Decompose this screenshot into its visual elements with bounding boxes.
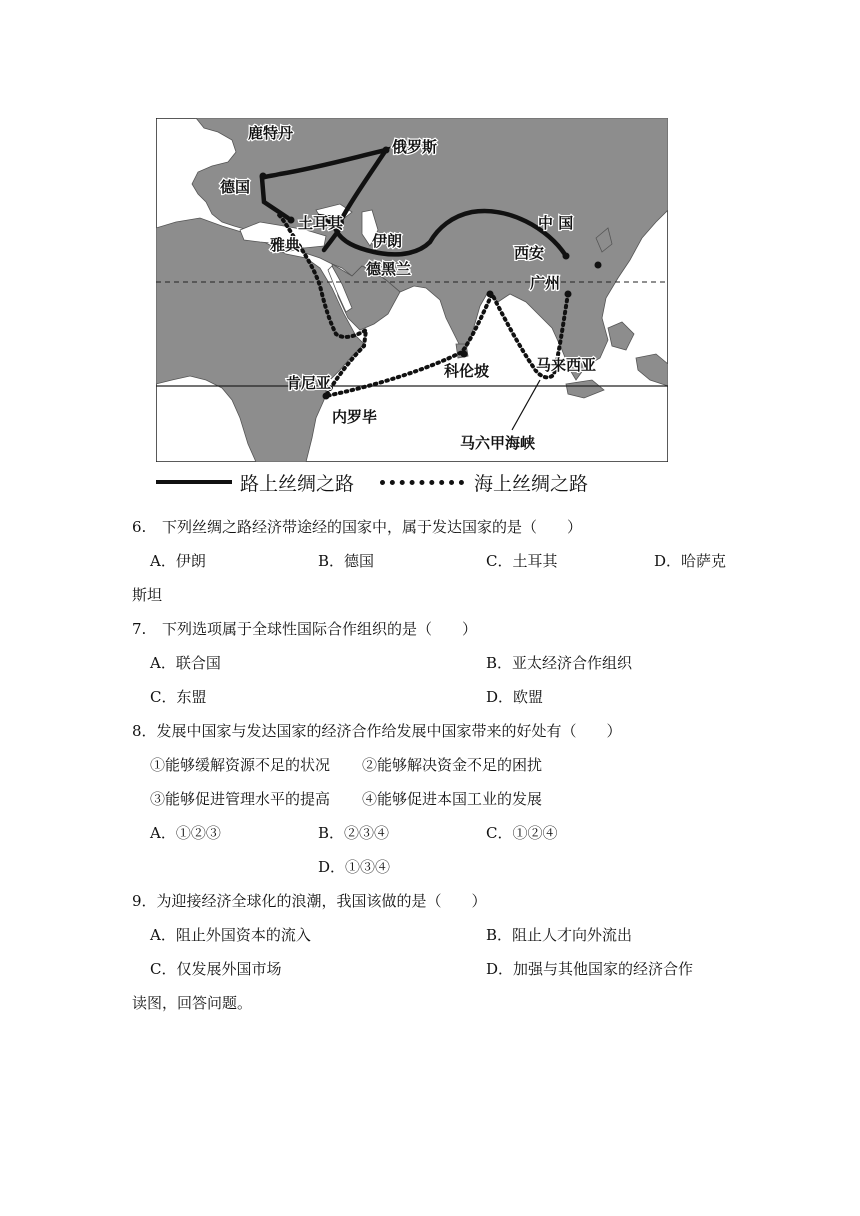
label-malaysia: 马来西亚 — [536, 356, 597, 374]
label-turkey: 土耳其 — [298, 214, 344, 232]
label-kenya: 肯尼亚 — [286, 374, 332, 392]
legend-sea-route: 海上丝绸之路 — [474, 472, 589, 495]
q7-option-d[interactable]: D．欧盟 — [486, 688, 544, 706]
q8-statement-4: ④能够促进本国工业的发展 — [362, 790, 543, 808]
q8-option-b[interactable]: B．②③④ — [318, 824, 390, 842]
q9-stem: 9．为迎接经济全球化的浪潮，我国该做的是（ ） — [132, 892, 487, 910]
q6-number: 6. — [132, 518, 147, 536]
q7-option-a[interactable]: A．联合国 — [150, 654, 221, 672]
q7-option-c[interactable]: C．东盟 — [150, 688, 207, 706]
q6-option-d-continued: 斯坦 — [132, 586, 163, 604]
q8-option-a[interactable]: A．①②③ — [150, 824, 221, 842]
q7-number: 7. — [132, 620, 147, 638]
q6-option-d[interactable]: D．哈萨克 — [654, 552, 727, 570]
label-guangzhou: 广州 — [530, 274, 561, 292]
q6-option-b[interactable]: B．德国 — [318, 552, 375, 570]
q8-statement-1: ①能够缓解资源不足的状况 — [150, 756, 331, 774]
label-colombo: 科伦坡 — [444, 362, 490, 380]
read-map-instruction: 读图，回答问题。 — [132, 994, 253, 1012]
q6-stem: 下列丝绸之路经济带途经的国家中，属于发达国家的是（ ） — [162, 518, 583, 536]
q8-stem: 8．发展中国家与发达国家的经济合作给发展中国家带来的好处有（ ） — [132, 722, 622, 740]
legend-land-route: 路上丝绸之路 — [240, 472, 355, 495]
q9-option-d[interactable]: D．加强与其他国家的经济合作 — [486, 960, 694, 978]
label-china: 中 国 — [538, 214, 574, 232]
label-iran: 伊朗 — [372, 232, 403, 250]
q8-statement-3: ③能够促进管理水平的提高 — [150, 790, 331, 808]
q6-option-c[interactable]: C．土耳其 — [486, 552, 558, 570]
q8-option-d[interactable]: D．①③④ — [318, 858, 391, 876]
label-russia: 俄罗斯 — [392, 138, 438, 156]
label-athens: 雅典 — [270, 236, 301, 254]
silk-road-map — [156, 118, 668, 462]
label-tehran: 德黑兰 — [366, 260, 412, 278]
q7-option-b[interactable]: B．亚太经济合作组织 — [486, 654, 633, 672]
q9-option-c[interactable]: C．仅发展外国市场 — [150, 960, 282, 978]
label-xian: 西安 — [514, 244, 545, 262]
dotted-line-swatch — [380, 480, 464, 485]
q8-statement-2: ②能够解决资金不足的困扰 — [362, 756, 543, 774]
label-germany: 德国 — [220, 178, 251, 196]
q6-option-a[interactable]: A．伊朗 — [150, 552, 206, 570]
q8-option-c[interactable]: C．①②④ — [486, 824, 558, 842]
label-nairobi: 内罗毕 — [332, 408, 378, 426]
label-malacca: 马六甲海峡 — [460, 434, 536, 452]
map-legend — [156, 466, 668, 498]
q9-option-b[interactable]: B．阻止人才向外流出 — [486, 926, 633, 944]
solid-line-swatch — [156, 480, 232, 484]
label-rotterdam: 鹿特丹 — [248, 124, 294, 142]
q7-stem: 下列选项属于全球性国际合作组织的是（ ） — [162, 620, 478, 638]
q9-option-a[interactable]: A．阻止外国资本的流入 — [150, 926, 311, 944]
